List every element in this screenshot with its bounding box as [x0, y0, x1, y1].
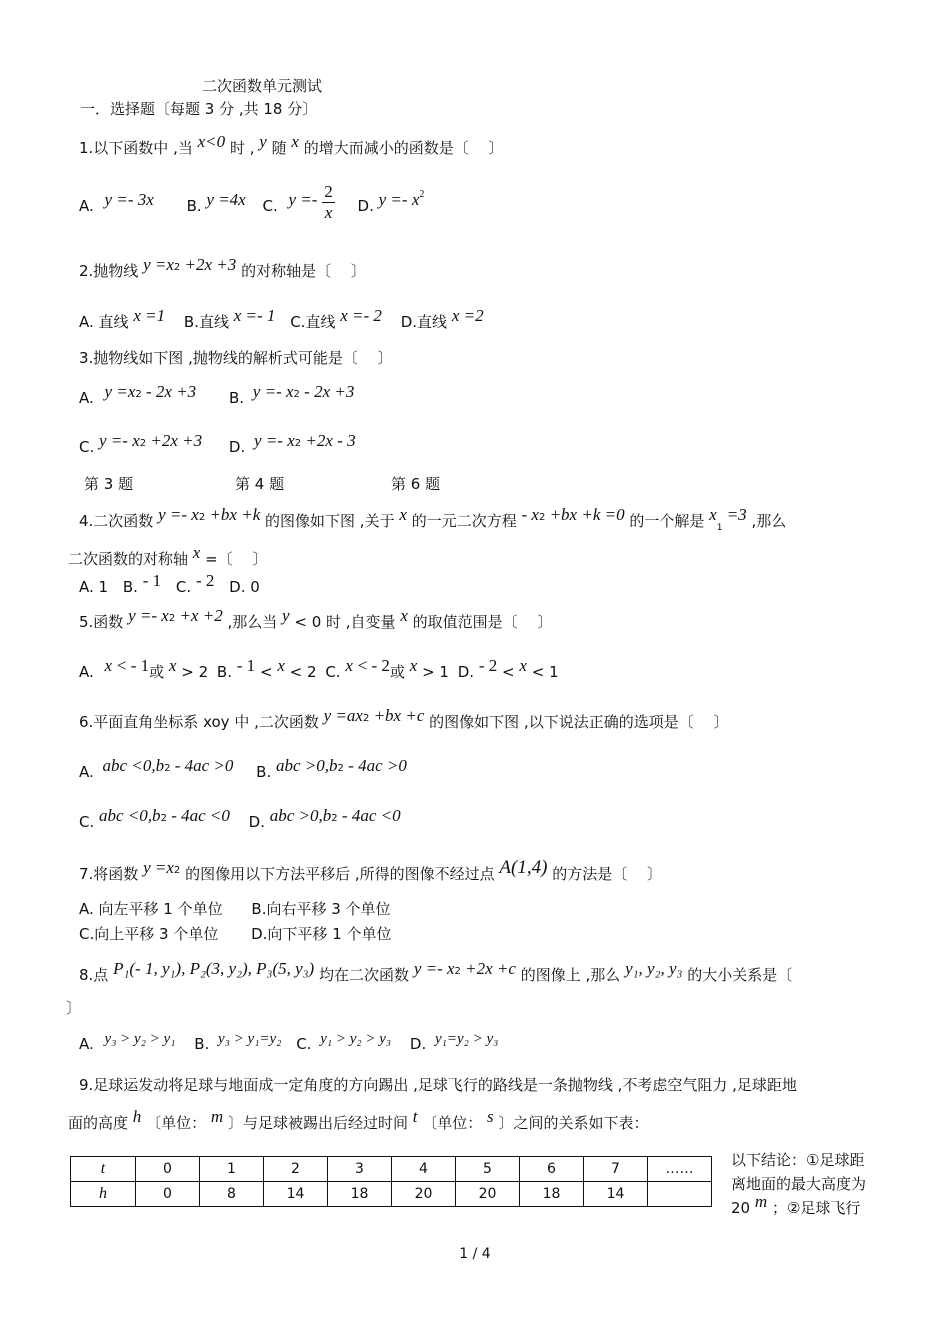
figure-caption-4: 第 4 题 — [235, 475, 285, 493]
question-5: 5.函数 $y =- x^2 +x +2$ ,那么当 y < 0 时 ,自变量 x 的取值范围是〔 〕 — [79, 606, 553, 631]
figure-caption-3: 第 3 题 — [84, 475, 134, 493]
question-6-options-cd: C. abc $<0,b^2 - 4ac <0$ D. abc $>0,b^2 - 4ac <0$ — [79, 806, 401, 831]
table-cell: …… — [648, 1157, 712, 1182]
table-cell: 3 — [328, 1157, 392, 1182]
table-cell: 20 — [392, 1182, 456, 1207]
question-8: 8.点 P₁(- 1, y₁), P₂(3, y₂), P₃(5, y₃) 均在二次函数 $y =- x^2 +2x +c$ 的图像上 ,那么 y₁, y₂, y₃ 的大小关系是〔 — [79, 959, 793, 984]
question-3: 3.抛物线如下图 ,抛物线的解析式可能是〔 〕 — [79, 349, 393, 367]
question-3-options-cd: C. $y =- x^2 +2x +3$ D. $y =- x^2 +2x - 3$ — [79, 431, 356, 456]
question-9-side-2: 离地面的最大高度为 — [731, 1175, 867, 1193]
question-8-options: A. y₃ > y₂ > y₁ B. y₃ > y₁=y₂ C. y₁ > y₂ > y₃ D. y₁=y₂ > y₃ — [79, 1031, 499, 1053]
question-5-options: A. x < - 1或 x > 2 B. - 1 < x < 2 C. x < - 2或 x > 1 D. - 2 < x < 1 — [79, 656, 559, 681]
data-table — [70, 1156, 712, 1207]
table-cell: 2 — [264, 1157, 328, 1182]
table-cell: 6 — [520, 1157, 584, 1182]
question-6: 6.平面直角坐标系 xoy 中 ,二次函数 $y =ax^2 +bx +c$ 的图像如下图 ,以下说法正确的选项是〔 〕 — [79, 706, 729, 731]
page-number: 1 / 4 — [459, 1246, 491, 1262]
question-7-options-cd: C.向上平移 3 个单位 D.向下平移 1 个单位 — [79, 925, 392, 943]
table-cell: 18 — [328, 1182, 392, 1207]
question-7: 7.将函数 $y =x^2$ 的图像用以下方法平移后 ,所得的图像不经过点 A(1,4) 的方法是〔 〕 — [79, 857, 662, 883]
question-1: 1.以下函数中 ,当 x<0 时 , y 随 x 的增大而减小的函数是〔 〕 — [79, 132, 504, 157]
table-cell: 4 — [392, 1157, 456, 1182]
table-cell: 14 — [264, 1182, 328, 1207]
table-row — [71, 1182, 712, 1207]
page-title: 二次函数单元测试 — [202, 77, 323, 95]
table-cell: 5 — [456, 1157, 520, 1182]
question-2: 2.抛物线 $y =x^2 +2x +3$ 的对称轴是〔 〕 — [79, 255, 366, 280]
question-4-options: A. 1 B. - 1 C. - 2 D. 0 — [79, 571, 260, 596]
question-9-line2: 面的高度 h 〔单位： m 〕与足球被踢出后经过时间 t 〔单位： s 〕之间的关系如下表： — [68, 1107, 649, 1132]
question-9-line1: 9.足球运发动将足球与地面成一定角度的方向踢出 ,足球飞行的路线是一条抛物线 ,不考虑空气阻力 ,足球距地 — [79, 1076, 797, 1094]
table-row — [71, 1157, 712, 1182]
table-cell: 0 — [136, 1182, 200, 1207]
question-4-line2: 二次函数的对称轴 x =〔 〕 — [68, 543, 268, 568]
question-9-side-1: 以下结论：①足球距 — [731, 1151, 865, 1169]
table-cell: 20 — [456, 1182, 520, 1207]
fraction-2-over-x: $\frac{2}{x}$ — [324, 182, 333, 222]
table-header-t: t — [71, 1157, 136, 1182]
table-cell: 8 — [200, 1182, 264, 1207]
question-1-options: A. y =- 3x B. y =4x C. y =- $\frac{2}{x}$ D. $y =- x^2$ — [79, 182, 425, 222]
question-9-side-3: 20 m ；②足球飞行 — [731, 1192, 861, 1217]
section-heading: 一．选择题〔每题 3 分 ,共 18 分〕 — [80, 100, 318, 118]
table-header-h: h — [71, 1182, 136, 1207]
question-2-options: A. 直线 x =1 B.直线 x =- 1 C.直线 x =- 2 D.直线 x =2 — [79, 306, 484, 331]
table-cell: 18 — [520, 1182, 584, 1207]
table-cell — [648, 1182, 712, 1207]
table-cell: 0 — [136, 1157, 200, 1182]
table-cell: 7 — [584, 1157, 648, 1182]
figure-caption-6: 第 6 题 — [391, 475, 441, 493]
question-6-options-ab: A. abc $<0,b^2 - 4ac >0$ B. abc $>0,b^2 - 4ac >0$ — [79, 756, 407, 781]
table-cell: 1 — [200, 1157, 264, 1182]
question-3-options-ab: A. $y =x^2 - 2x +3$ B. $y =- x^2 - 2x +3$ — [79, 382, 355, 407]
question-8-cont: 〕 — [66, 999, 82, 1017]
question-7-options-ab: A. 向左平移 1 个单位 B.向右平移 3 个单位 — [79, 900, 391, 918]
question-4: 4.二次函数 $y =- x^2 +bx +k$ 的图像如下图 ,关于 x 的一元二次方程 - $x^2 +bx +k =0$ 的一个解是 $x_1 =3$ ,那么 — [79, 505, 787, 533]
table-cell: 14 — [584, 1182, 648, 1207]
